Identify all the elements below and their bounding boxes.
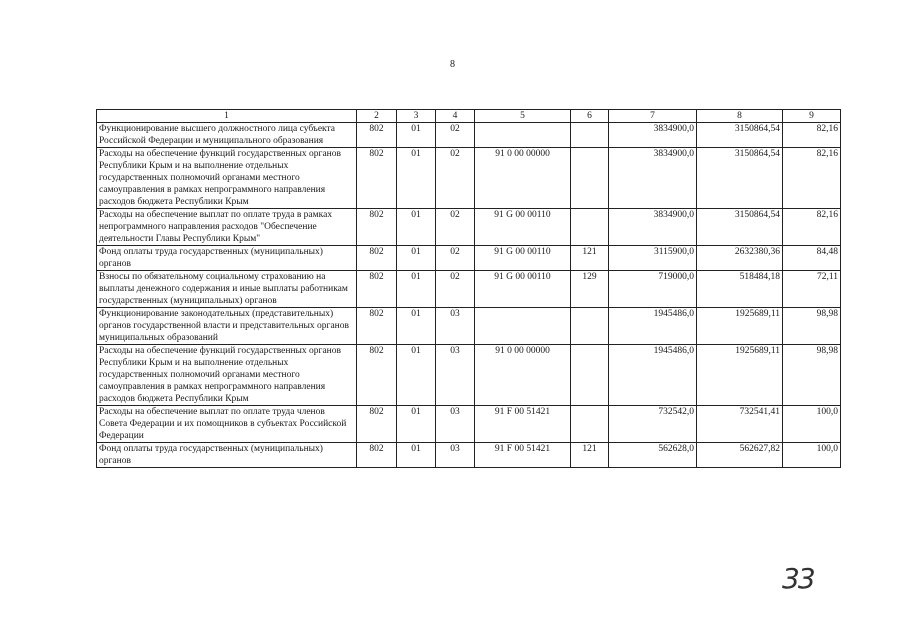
expense-type-cell: 121 <box>571 246 609 271</box>
subsection-cell: 02 <box>436 148 475 209</box>
admin-code-cell: 802 <box>357 246 397 271</box>
subsection-cell: 03 <box>436 443 475 468</box>
actual-amount-cell: 1925689,11 <box>697 345 783 406</box>
header-row <box>97 110 841 123</box>
budget-table <box>96 109 841 468</box>
expense-type-cell <box>571 308 609 345</box>
admin-code-cell: 802 <box>357 443 397 468</box>
header-cell: 5 <box>475 110 571 123</box>
plan-amount-cell: 562628,0 <box>609 443 697 468</box>
item-name-cell: Расходы на обеспечение функций государственных органов Республики Крым и на выполнение отдельных государственных полномочий органами местного самоуправления в рамках непрограммного направления расходов бюджета Республики Крым <box>97 148 357 209</box>
table-row <box>97 308 841 345</box>
header-cell: 3 <box>397 110 436 123</box>
header-cell: 7 <box>609 110 697 123</box>
plan-amount-cell: 3834900,0 <box>609 123 697 148</box>
header-cell: 9 <box>783 110 841 123</box>
expense-type-cell <box>571 345 609 406</box>
item-name-cell: Фонд оплаты труда государственных (муниципальных) органов <box>97 443 357 468</box>
actual-amount-cell: 562627,82 <box>697 443 783 468</box>
section-cell: 01 <box>397 123 436 148</box>
percent-cell: 82,16 <box>783 209 841 246</box>
header-cell: 1 <box>97 110 357 123</box>
section-cell: 01 <box>397 148 436 209</box>
target-article-cell: 91 F 00 51421 <box>475 406 571 443</box>
item-name-cell: Расходы на обеспечение выплат по оплате труда членов Совета Федерации и их помощников в субъектах Российской Федерации <box>97 406 357 443</box>
percent-cell: 82,16 <box>783 123 841 148</box>
section-cell: 01 <box>397 443 436 468</box>
target-article-cell: 91 F 00 51421 <box>475 443 571 468</box>
plan-amount-cell: 732542,0 <box>609 406 697 443</box>
subsection-cell: 02 <box>436 123 475 148</box>
admin-code-cell: 802 <box>357 345 397 406</box>
target-article-cell <box>475 123 571 148</box>
handwritten-number: 33 <box>782 562 814 595</box>
expense-type-cell: 121 <box>571 443 609 468</box>
table-row <box>97 246 841 271</box>
section-cell: 01 <box>397 308 436 345</box>
admin-code-cell: 802 <box>357 209 397 246</box>
actual-amount-cell: 732541,41 <box>697 406 783 443</box>
actual-amount-cell: 2632380,36 <box>697 246 783 271</box>
item-name-cell: Функционирование высшего должностного лица субъекта Российской Федерации и муниципального образования <box>97 123 357 148</box>
target-article-cell: 91 0 00 00000 <box>475 345 571 406</box>
table-row <box>97 123 841 148</box>
header-cell: 4 <box>436 110 475 123</box>
actual-amount-cell: 3150864,54 <box>697 209 783 246</box>
item-name-cell: Взносы по обязательному социальному страхованию на выплаты денежного содержания и иные выплаты работникам государственных (муниципальных) органов <box>97 271 357 308</box>
item-name-cell: Расходы на обеспечение функций государственных органов Республики Крым и на выполнение отдельных государственных полномочий органами местного самоуправления в рамках непрограммного направления расходов бюджета Республики Крым <box>97 345 357 406</box>
header-cell: 6 <box>571 110 609 123</box>
section-cell: 01 <box>397 406 436 443</box>
expense-type-cell <box>571 209 609 246</box>
subsection-cell: 02 <box>436 271 475 308</box>
target-article-cell: 91 0 00 00000 <box>475 148 571 209</box>
percent-cell: 72,11 <box>783 271 841 308</box>
percent-cell: 98,98 <box>783 308 841 345</box>
table-row <box>97 345 841 406</box>
table-row <box>97 209 841 246</box>
admin-code-cell: 802 <box>357 148 397 209</box>
subsection-cell: 02 <box>436 209 475 246</box>
actual-amount-cell: 3150864,54 <box>697 123 783 148</box>
plan-amount-cell: 1945486,0 <box>609 308 697 345</box>
subsection-cell: 02 <box>436 246 475 271</box>
item-name-cell: Функционирование законодательных (представительных) органов государственной власти и представительных органов муниципальных образований <box>97 308 357 345</box>
expense-type-cell <box>571 148 609 209</box>
actual-amount-cell: 518484,18 <box>697 271 783 308</box>
percent-cell: 100,0 <box>783 406 841 443</box>
plan-amount-cell: 3834900,0 <box>609 148 697 209</box>
admin-code-cell: 802 <box>357 406 397 443</box>
percent-cell: 82,16 <box>783 148 841 209</box>
header-cell: 8 <box>697 110 783 123</box>
section-cell: 01 <box>397 271 436 308</box>
plan-amount-cell: 719000,0 <box>609 271 697 308</box>
admin-code-cell: 802 <box>357 308 397 345</box>
subsection-cell: 03 <box>436 345 475 406</box>
section-cell: 01 <box>397 345 436 406</box>
table-row <box>97 443 841 468</box>
plan-amount-cell: 1945486,0 <box>609 345 697 406</box>
target-article-cell <box>475 308 571 345</box>
expense-type-cell <box>571 123 609 148</box>
plan-amount-cell: 3115900,0 <box>609 246 697 271</box>
page-number: 8 <box>450 59 455 70</box>
section-cell: 01 <box>397 246 436 271</box>
expense-type-cell <box>571 406 609 443</box>
target-article-cell: 91 G 00 00110 <box>475 209 571 246</box>
item-name-cell: Расходы на обеспечение выплат по оплате труда в рамках непрограммного направления расходов "Обеспечение деятельности Главы Республики Крым" <box>97 209 357 246</box>
admin-code-cell: 802 <box>357 271 397 308</box>
expense-type-cell: 129 <box>571 271 609 308</box>
item-name-cell: Фонд оплаты труда государственных (муниципальных) органов <box>97 246 357 271</box>
target-article-cell: 91 G 00 00110 <box>475 271 571 308</box>
percent-cell: 98,98 <box>783 345 841 406</box>
table-row <box>97 406 841 443</box>
section-cell: 01 <box>397 209 436 246</box>
subsection-cell: 03 <box>436 308 475 345</box>
header-cell: 2 <box>357 110 397 123</box>
subsection-cell: 03 <box>436 406 475 443</box>
target-article-cell: 91 G 00 00110 <box>475 246 571 271</box>
admin-code-cell: 802 <box>357 123 397 148</box>
table-row <box>97 271 841 308</box>
plan-amount-cell: 3834900,0 <box>609 209 697 246</box>
percent-cell: 84,48 <box>783 246 841 271</box>
table-row <box>97 148 841 209</box>
actual-amount-cell: 1925689,11 <box>697 308 783 345</box>
percent-cell: 100,0 <box>783 443 841 468</box>
actual-amount-cell: 3150864,54 <box>697 148 783 209</box>
